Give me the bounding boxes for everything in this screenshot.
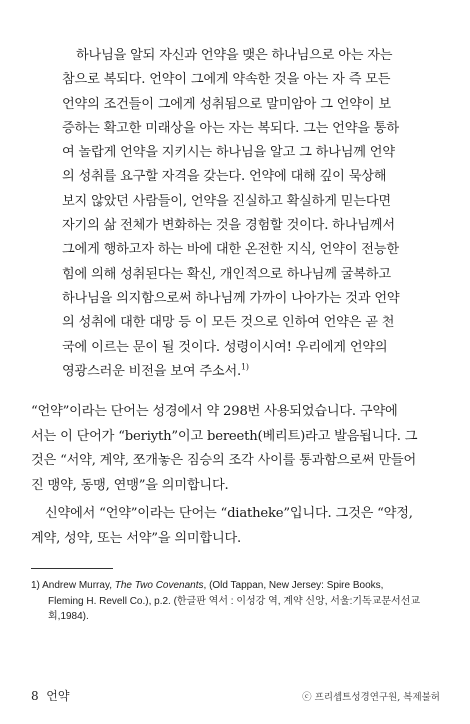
- footnote: [31, 578, 443, 625]
- paragraph-covenant-old-testament: [31, 400, 441, 498]
- quote-line-text: 영광스러운 비전을 보여 주소서.: [62, 363, 241, 379]
- body-line: 서는 이 단어가 “beriyth”이고 bereeth(베리트)라고 발음됩니다. 그: [31, 428, 418, 444]
- body-line: 것은 “서약, 계약, 쪼개놓은 짐승의 조각 사이를 통과함으로써 만들어: [31, 453, 417, 469]
- quote-line: 여 놀랍게 언약을 지키시는 하나님을 알고 그 하나님께 언약: [62, 145, 395, 161]
- quote-last-line: [62, 360, 410, 384]
- footnote-line: 회,1984).: [48, 611, 89, 622]
- footnote-reference[interactable]: 1): [240, 362, 249, 372]
- footnote-publisher: , (Old Tappan, New Jersey: Spire Books,: [203, 580, 384, 591]
- quote-line: 의 성취를 요구할 자격을 갖는다. 언약에 대해 깊이 묵상해: [62, 169, 387, 185]
- footnote-book-title: The Two Covenants: [114, 580, 204, 591]
- footnote-divider: [31, 568, 113, 569]
- body-text: [31, 400, 441, 552]
- quote-line: 증하는 확고한 미래상을 아는 자는 복되다. 그는 언약을 통하: [62, 120, 399, 136]
- block-quote: [62, 44, 410, 384]
- page-footer-left: [31, 687, 69, 704]
- quote-line: 참으로 복되다. 언약이 그에게 약속한 것을 아는 자 즉 모든: [62, 72, 391, 88]
- quote-line: 힘에 의해 성취된다는 확신, 개인적으로 하나님께 굴복하고: [62, 266, 391, 282]
- quote-line: 국에 이르는 문이 될 것이다. 성령이시여! 우리에게 언약의: [62, 339, 388, 355]
- quote-line: 하나님을 알되 자신과 언약을 맺은 하나님으로 아는 자는: [76, 48, 393, 63]
- quote-line: 그에게 행하고자 하는 바에 대한 온전한 지식, 언약이 전능한: [62, 242, 399, 258]
- footnote-number: 1): [31, 580, 40, 591]
- page-number: 8: [31, 689, 39, 703]
- quote-line: 자기의 삶 전체가 변화하는 것을 경험할 것이다. 하나님께서: [62, 218, 395, 234]
- body-line: 진 맹약, 동맹, 연맹”을 의미합니다.: [31, 477, 229, 493]
- quote-line: 보지 않았던 사람들이, 언약을 진실하고 확실하게 믿는다면: [62, 193, 391, 209]
- body-line: “언약”이라는 단어는 성경에서 약 298번 사용되었습니다. 구약에: [31, 404, 398, 419]
- footnote-line: [31, 578, 443, 594]
- footnote-author: Andrew Murray,: [42, 580, 115, 591]
- body-line: 신약에서 “언약”이라는 단어는 “diatheke”입니다. 그것은 “약정,: [45, 506, 413, 522]
- paragraph-covenant-new-testament: [31, 502, 441, 551]
- footnote-line: Fleming H. Revell Co.), p.2. (한글판 역서 : 이성강 역, 계약 신앙, 서울:기독교문서선교: [48, 595, 421, 607]
- section-title: 언약: [46, 689, 70, 703]
- copyright-notice: ⓒ 프리셉트성경연구원, 복제불허: [302, 692, 440, 703]
- quote-line: 의 성취에 대한 대망 등 이 모든 것으로 인하여 언약은 곧 천: [62, 315, 395, 331]
- quote-line: 하나님을 의지함으로써 하나님께 가까이 나아가는 것과 언약: [62, 290, 400, 306]
- body-line: 계약, 성약, 또는 서약”을 의미합니다.: [31, 530, 242, 546]
- quote-line: 언약의 조건들이 그에게 성취됨으로 말미암아 그 언약이 보: [62, 96, 391, 112]
